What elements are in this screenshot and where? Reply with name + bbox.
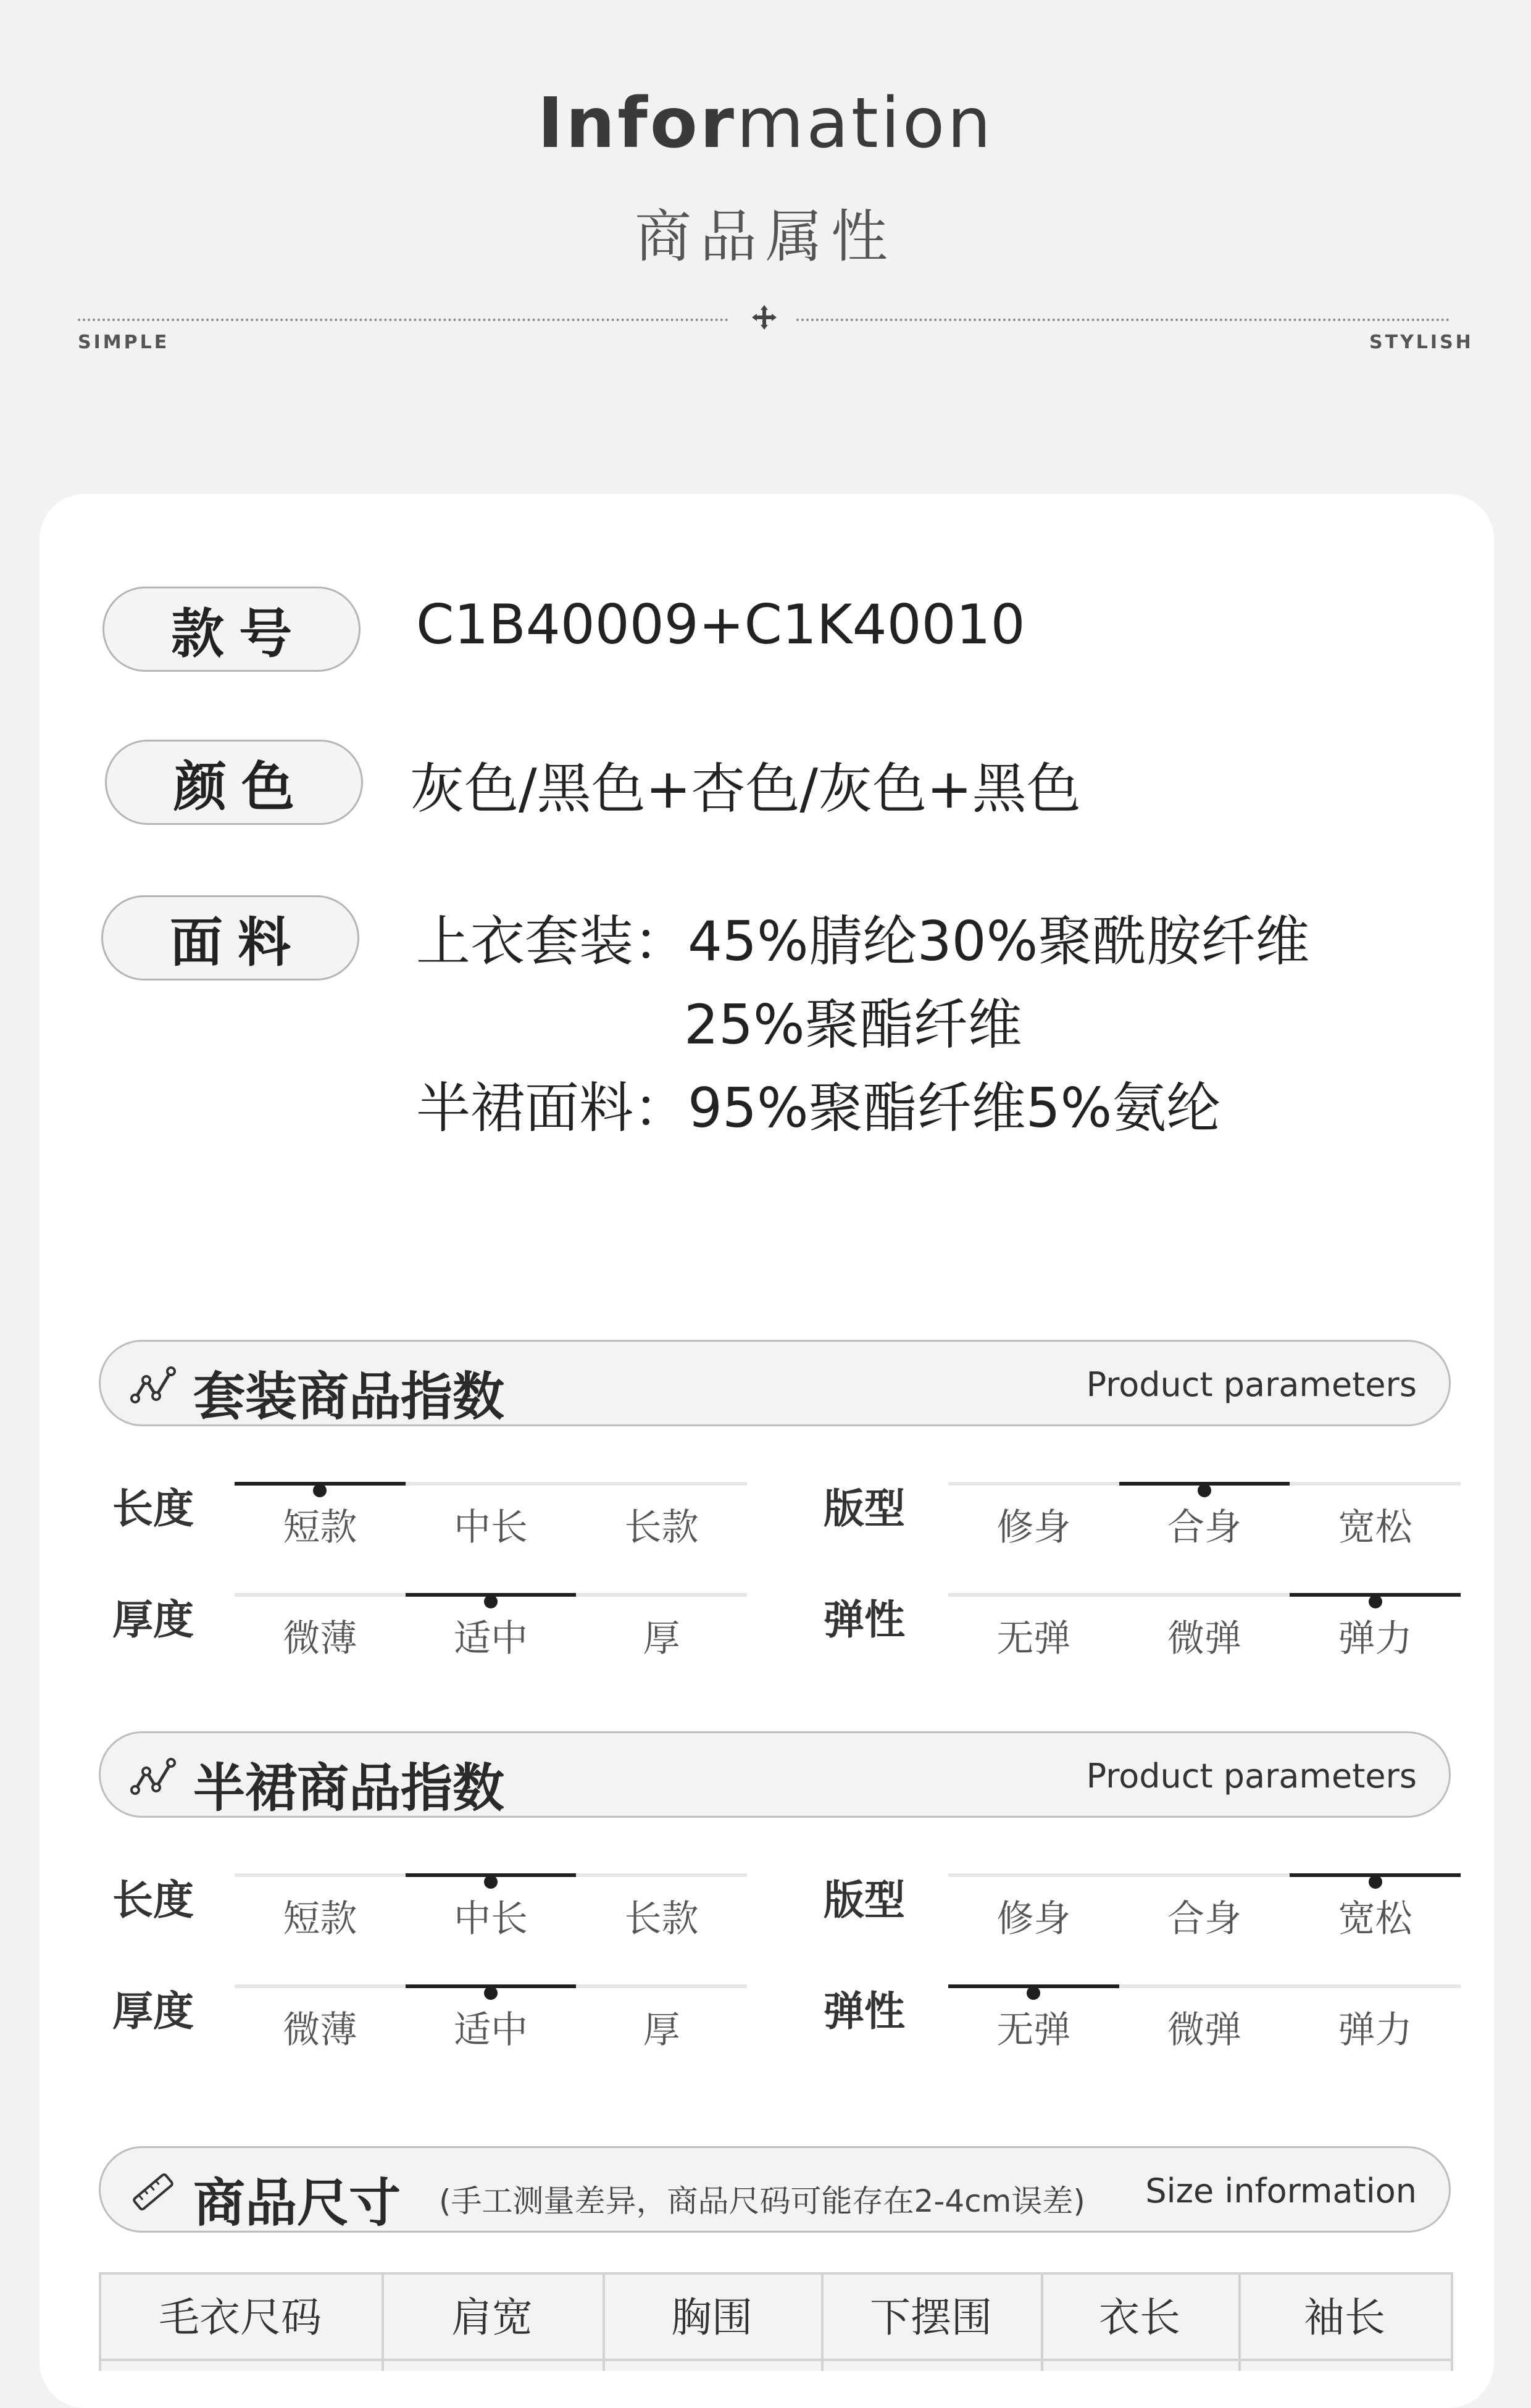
param-track xyxy=(235,1873,747,1877)
style-number-value: C1B40009+C1K40010 xyxy=(416,593,1025,656)
param-option: 中长 xyxy=(453,1897,528,1941)
param-option: 合身 xyxy=(1167,1897,1241,1941)
param-label: 版型 xyxy=(824,1876,905,1924)
param-option: 宽松 xyxy=(1338,1897,1412,1941)
param-indicator-dot xyxy=(1369,1875,1382,1889)
param-label: 厚度 xyxy=(112,1988,194,2035)
param-track xyxy=(235,1984,747,1988)
param-option: 宽松 xyxy=(1338,1506,1412,1549)
section-title: 半裙商品指数 xyxy=(193,1758,505,1818)
param-label: 版型 xyxy=(824,1485,905,1532)
param-option: 厚 xyxy=(643,2009,680,2052)
param-label: 长度 xyxy=(112,1876,194,1924)
param-option: 长款 xyxy=(624,1897,699,1941)
fabric-line-top: 上衣套装：45%腈纶30%聚酰胺纤维 xyxy=(416,909,1310,973)
param-track xyxy=(948,1873,1461,1877)
param-option: 微薄 xyxy=(283,2009,357,2052)
param-option: 微弹 xyxy=(1167,1617,1241,1660)
section-subtitle: Product parameters xyxy=(1086,1757,1417,1796)
param-option: 修身 xyxy=(996,1897,1071,1941)
param-option: 短款 xyxy=(283,1897,357,1941)
table-column-header: 毛衣尺码 xyxy=(159,2294,322,2341)
table-column-header: 衣长 xyxy=(1099,2294,1180,2341)
param-indicator-dot xyxy=(484,1595,498,1608)
param-track xyxy=(948,1984,1461,1988)
color-label: 颜色 xyxy=(105,740,363,825)
divider-right xyxy=(796,319,1450,321)
param-indicator-dot xyxy=(1369,1595,1382,1608)
section-bar-skirt xyxy=(99,1731,1451,1818)
fabric-label: 面料 xyxy=(101,895,359,980)
caption-stylish: STYLISH xyxy=(1369,332,1474,353)
param-track xyxy=(235,1482,747,1486)
param-option: 微薄 xyxy=(283,1617,357,1660)
param-option: 适中 xyxy=(453,2009,528,2052)
fabric-line-skirt: 半裙面料：95%聚酯纤维5%氨纶 xyxy=(416,1076,1221,1140)
page-title: Information xyxy=(537,83,994,164)
section-subtitle: Product parameters xyxy=(1086,1365,1417,1404)
param-indicator-dot xyxy=(484,1875,498,1889)
ruler-icon xyxy=(130,2170,176,2214)
table-border xyxy=(1451,2272,1453,2371)
table-border xyxy=(99,2272,1451,2275)
param-track xyxy=(235,1593,747,1597)
trend-line-icon xyxy=(130,1364,176,1407)
param-option: 修身 xyxy=(996,1506,1071,1549)
fabric-line-top-cont: 25%聚酯纤维 xyxy=(684,993,1022,1056)
section-bar-size xyxy=(99,2146,1451,2233)
section-subtitle: Size information xyxy=(1145,2172,1417,2210)
param-label: 弹性 xyxy=(824,1988,905,2035)
table-column-header: 肩宽 xyxy=(451,2294,533,2341)
divider-left xyxy=(78,319,728,321)
trend-line-icon xyxy=(130,1755,176,1799)
crosshair-icon xyxy=(751,304,778,331)
param-track xyxy=(948,1482,1461,1486)
section-title: 商品尺寸 xyxy=(193,2173,401,2233)
param-option: 无弹 xyxy=(996,1617,1071,1660)
page-subtitle: 商品属性 xyxy=(634,204,896,270)
style-number-label: 款号 xyxy=(102,587,361,672)
param-track xyxy=(948,1593,1461,1597)
param-option: 弹力 xyxy=(1338,1617,1412,1660)
table-column-header: 袖长 xyxy=(1304,2294,1385,2341)
param-option: 短款 xyxy=(283,1506,357,1549)
section-bar-suit xyxy=(99,1340,1451,1426)
param-indicator-dot xyxy=(1198,1484,1211,1497)
param-option: 合身 xyxy=(1167,1506,1241,1549)
param-label: 弹性 xyxy=(824,1596,905,1644)
param-option: 弹力 xyxy=(1338,2009,1412,2052)
param-option: 无弹 xyxy=(996,2009,1071,2052)
param-indicator-dot xyxy=(484,1986,498,2000)
param-option: 微弹 xyxy=(1167,2009,1241,2052)
param-label: 长度 xyxy=(112,1485,194,1532)
section-title: 套装商品指数 xyxy=(193,1366,505,1427)
color-value: 灰色/黑色+杏色/灰色+黑色 xyxy=(410,757,1081,821)
param-label: 厚度 xyxy=(112,1596,194,1644)
param-option: 中长 xyxy=(453,1506,528,1549)
param-option: 长款 xyxy=(624,1506,699,1549)
param-option: 厚 xyxy=(643,1617,680,1660)
param-option: 适中 xyxy=(453,1617,528,1660)
table-border xyxy=(99,2359,1451,2361)
table-column-header: 下摆围 xyxy=(870,2294,992,2341)
size-note: (手工测量差异，商品尺码可能存在2-4cm误差) xyxy=(439,2183,1085,2219)
caption-simple: SIMPLE xyxy=(78,332,170,353)
table-column-header: 胸围 xyxy=(671,2294,753,2341)
